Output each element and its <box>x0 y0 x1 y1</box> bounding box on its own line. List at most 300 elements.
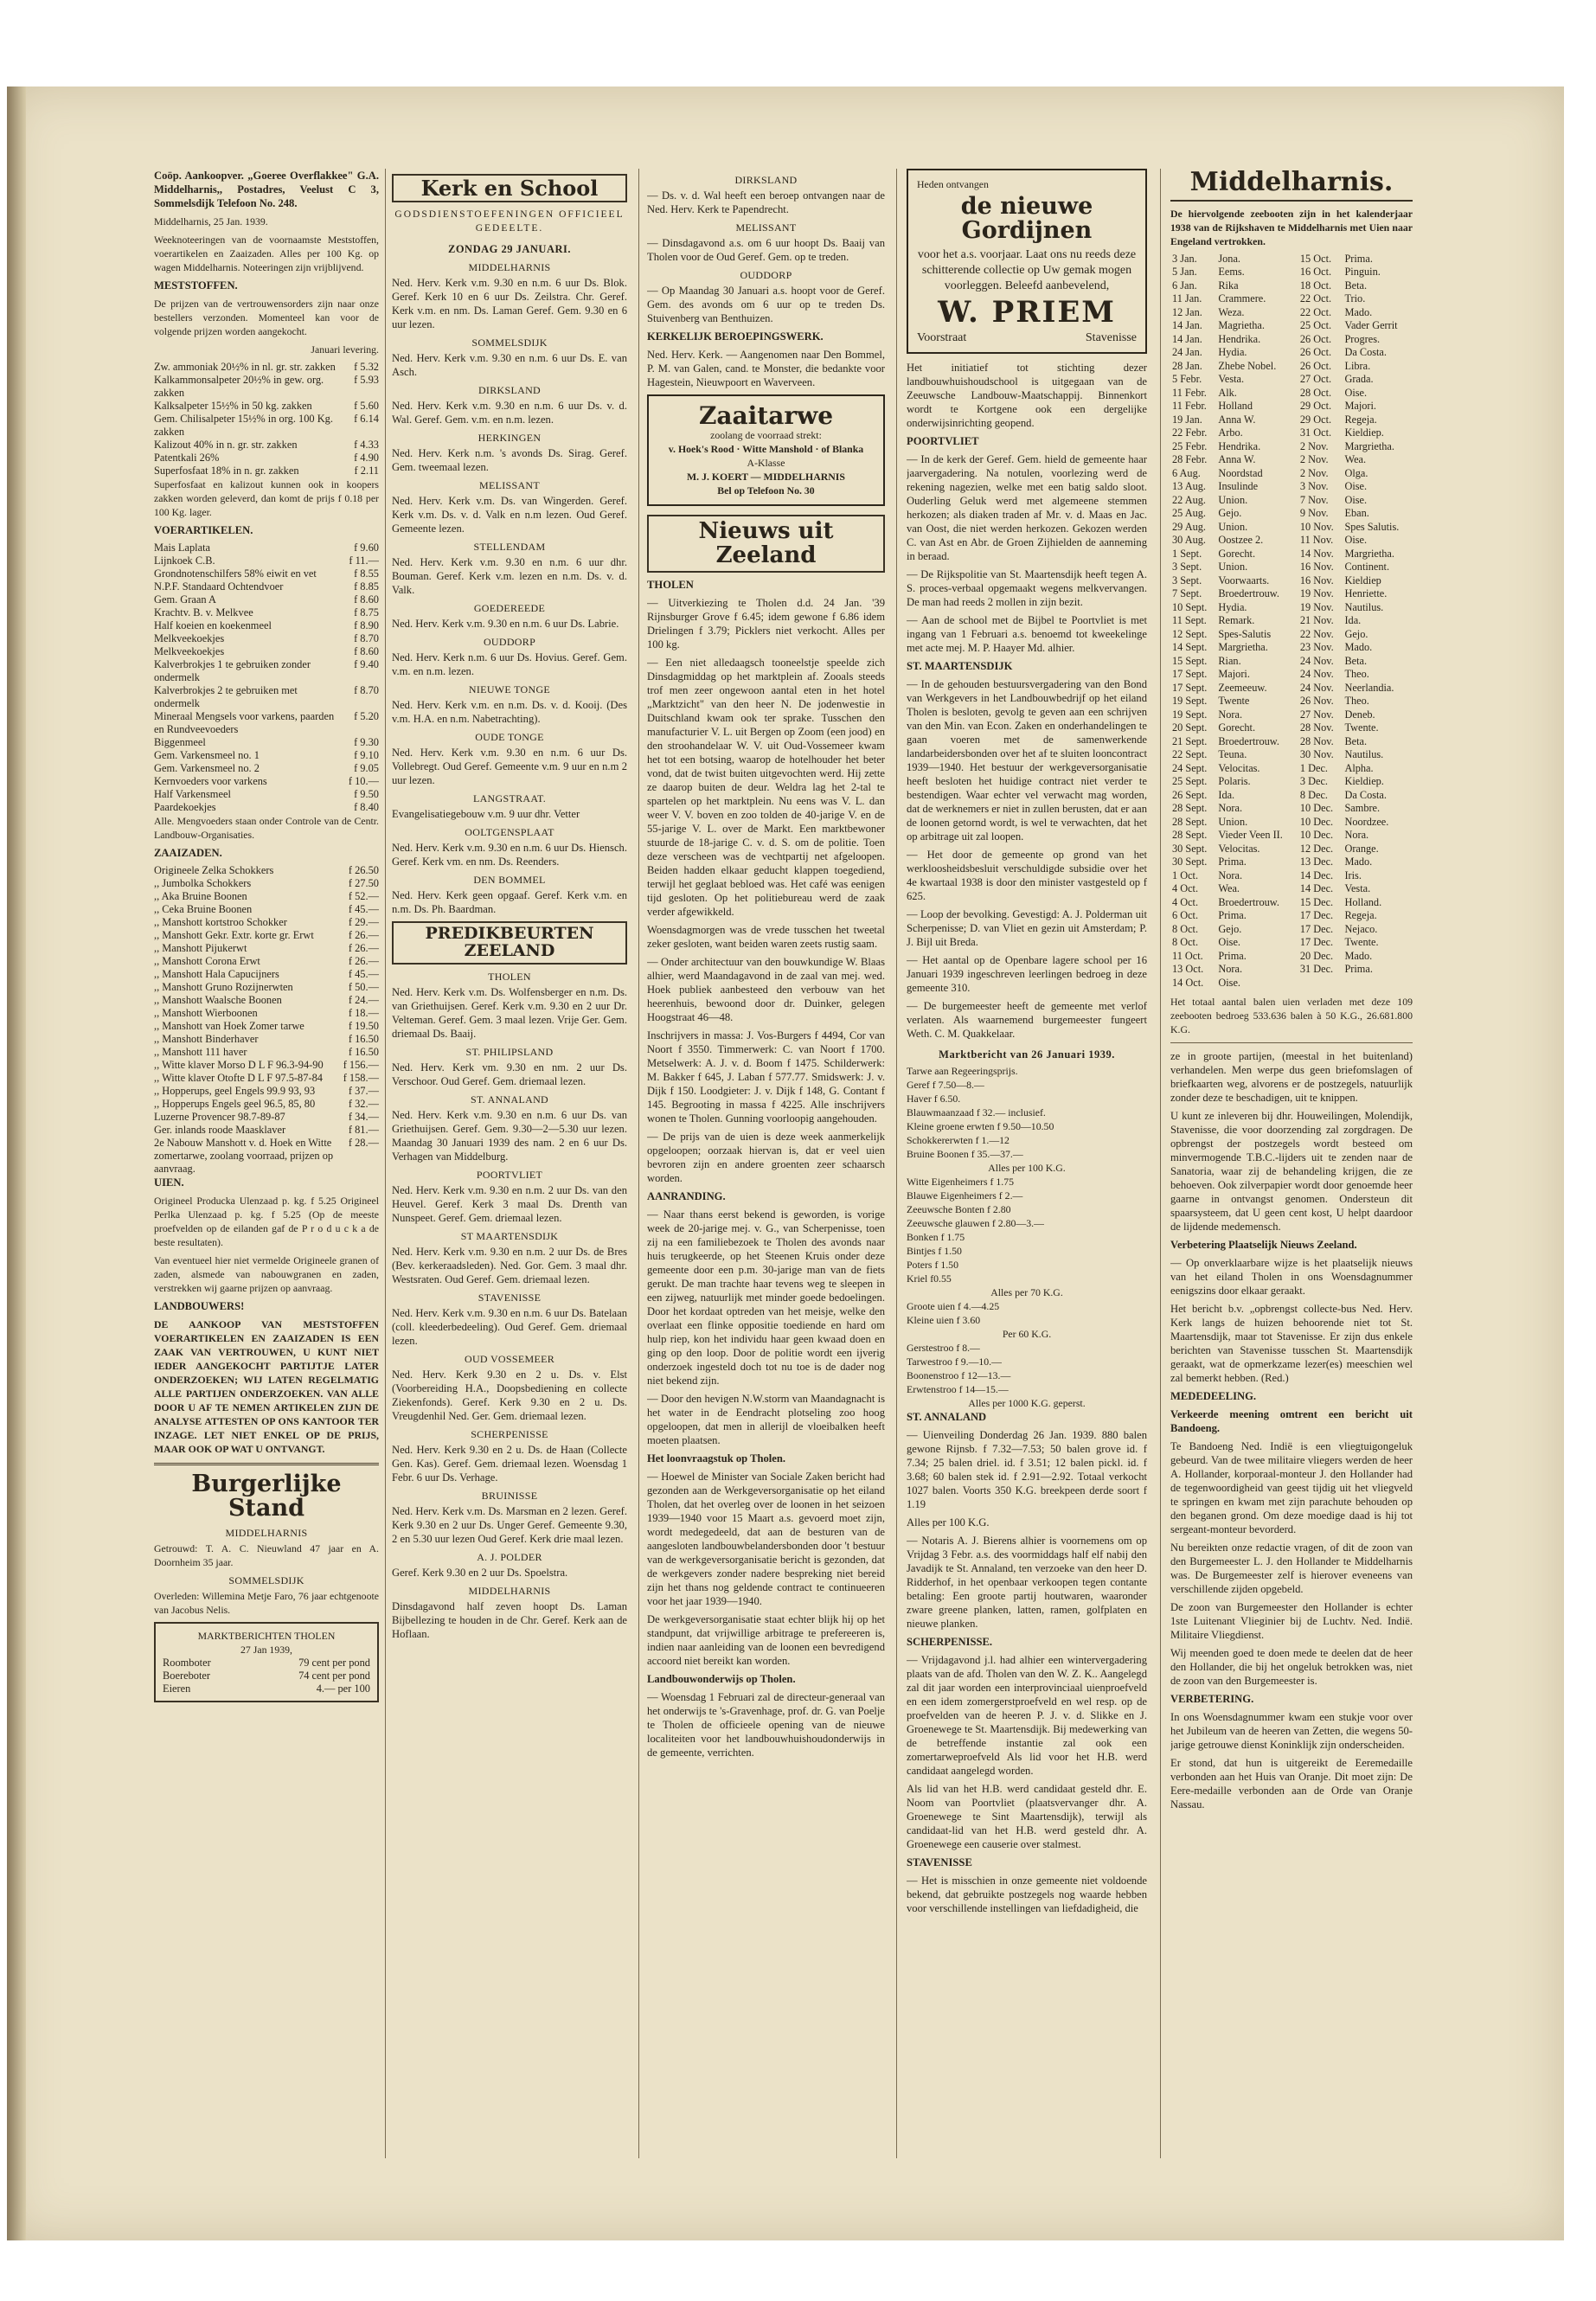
price-label: Mais Laplata <box>154 542 211 554</box>
ship-date: 8 Dec. <box>1299 788 1328 801</box>
ship-date: 27 Nov. <box>1299 708 1334 721</box>
article-text: Woensdagmorgen was de vrede tusschen het tweetal zeker gesloten, want beiden waren zeets rustig saam. <box>647 923 885 950</box>
market-line: Bintjes f 1.50 <box>907 1245 962 1258</box>
ship-name: Orange. <box>1344 842 1379 855</box>
church-place-text: Ned. Herv. Kerk v.m. 9.30 en n.m. 6 uur Ds. v. d. Wal. Geref. Gem. v.m. en n.m. lezen. <box>392 400 627 426</box>
ship-row <box>1170 896 1413 910</box>
column-rule <box>638 169 639 2158</box>
church-place-text: Ned. Herv. Kerk v.m. 9.30 en n.m. 6 uur Ds. Vollebregt. Oud Geref. Gemeente v.m. 9 uur en n.m 2 uur lezen. <box>392 747 627 787</box>
price-row <box>154 400 379 413</box>
article-heading: ST. MAARTENSDIJK <box>907 660 1013 673</box>
price-label: ,, Manshott 111 haver <box>154 1046 247 1058</box>
ship-date: 26 Sept. <box>1172 788 1208 801</box>
ship-date: 3 Sept. <box>1172 574 1202 586</box>
ship-row <box>1170 735 1413 749</box>
price-row <box>154 439 379 452</box>
price-label: Lijnkoek C.B. <box>154 554 215 567</box>
price-row <box>154 1046 379 1059</box>
price-row <box>154 1072 379 1085</box>
price-label: ,, Ceka Bruine Boonen <box>154 903 253 915</box>
ship-date: 11 Jan. <box>1172 292 1202 304</box>
divider <box>154 1463 379 1465</box>
church-place-name: DIRKSLAND <box>478 384 542 397</box>
price-label: Zw. ammoniak 20½% in nl. gr. str. zakken <box>154 361 336 373</box>
ship-name: Union. <box>1218 520 1248 533</box>
marktberichten-box <box>154 1622 379 1702</box>
ship-name: Union. <box>1218 815 1248 828</box>
church-place-text: Ned. Herv. Kerk v.m. 9.30 en n.m. 6 uur Ds. Hiensch. Geref. Kerk vm. en nm. Ds. Reenders. <box>392 842 627 868</box>
middelharnis-title: Middelharnis. <box>1170 169 1413 202</box>
price-label: ,, Manshott Waalsche Boonen <box>154 994 282 1006</box>
ship-date: 29 Oct. <box>1299 413 1332 426</box>
church-place-name: DEN BOMMEL <box>473 874 546 887</box>
ship-name: Zhebe Nobel. <box>1218 359 1277 372</box>
ship-row <box>1170 882 1413 896</box>
column-news <box>907 169 1147 2158</box>
ship-row <box>1170 507 1413 521</box>
market-line: Schokkererwten f 1.—12 <box>907 1134 1010 1147</box>
price-row <box>154 942 379 955</box>
ship-name: Noordzee. <box>1344 815 1389 828</box>
ad-title: de nieuwe Gordijnen <box>960 193 1093 245</box>
price-label: Gem. Chilisalpeter 15½% in org. 100 Kg. zakken <box>154 413 333 438</box>
price-value: f 158.— <box>343 1072 379 1084</box>
ship-name: Prima. <box>1218 856 1247 868</box>
price-value: f 8.70 <box>354 684 379 696</box>
ship-date: 17 Dec. <box>1299 936 1334 948</box>
article-heading: AANRANDING. <box>647 1189 726 1202</box>
church-place-text: Evangelisatiegebouw v.m. 9 uur dhr. Vetter <box>392 808 580 821</box>
church-place-text: Ned. Herv. Kerk 9.30 en 2 u. Ds. de Haan (Collecte Gen. Kas). Geref. Gem. driemaal lezen. Woensdag 1 Febr. 6 uur Ds. Verhage. <box>392 1444 627 1484</box>
ship-name: Oise. <box>1218 936 1240 948</box>
ship-name: Theo. <box>1344 695 1369 707</box>
price-value: f 2.11 <box>354 465 379 477</box>
church-place-name: STAVENISSE <box>478 1292 542 1304</box>
ship-name: Wea. <box>1218 882 1240 894</box>
market-line: Kriel f0.55 <box>907 1272 952 1285</box>
article-text: — Het is misschien in onze gemeente niet voldoende bekend, dat gebruikte postzegels nog waarde hebben voor verschillende instellingen van liefdadigheid, die <box>907 1875 1147 1915</box>
ship-row <box>1170 266 1413 279</box>
price-value: f 45.— <box>348 903 379 915</box>
ship-name: Eban. <box>1344 507 1369 519</box>
market-line: Tarwe aan Regeeringsprijs. <box>907 1065 1018 1078</box>
gordijnen-ad <box>907 169 1147 354</box>
ship-name: Nora. <box>1218 868 1243 881</box>
markt-title: MARKTBERICHTEN THOLEN <box>197 1629 336 1642</box>
news-articles <box>907 361 1147 1041</box>
burgerlijke-stand-title: Burgerlijke Stand <box>191 1471 342 1522</box>
price-row <box>154 903 379 916</box>
article-text: — De burgemeester heeft de gemeente met verlof verlaten. Als waarnemend burgemeester fungeert Weth. C. M. Quakkelaar. <box>907 1000 1147 1041</box>
price-row <box>163 1657 370 1670</box>
ship-name: Prima. <box>1344 963 1373 975</box>
article-text: — Woensdag 1 Februari zal de directeur-generaal van het onderwijs te 's-Gravenhage, prof. dr. G. van Poelje te Tholen de officieele opening van de nieuwe localiteiten voor het landbouwhuishoudonderwijs in de gemeente, verrichten. <box>647 1690 885 1759</box>
price-value: f 8.90 <box>354 619 379 631</box>
ship-date: 28 Febr. <box>1172 453 1208 465</box>
price-value: f 5.60 <box>354 400 379 412</box>
article-text: — Een niet alledaagsch tooneelstje speelde zich Dinsdagmiddag op het marktplein af. Zooals steeds trof men zeer ongewoon aantal eten in het hotel „Marktzicht" van den heer N. De jodenwestie in Duitschland kwam ook ter sprake. Tusschen den manufacturier V. L. uit Bergen op Zoom (een jood) en den stroohandelaar W. V. uit Oud-Vossemeer kwam het tot een botsing, waarop de hotelhouder het beter vond, dat de twist buiten uitgevochten werd. Hij zette ze daarop buiten de deur. Weldra lag het 2-tal te spartelen op het marktplein. Nu eens was V. L. dan weer V. V. boven en zoo tolden de 40-jarige V. en de 55-jarige V. L. over de Markt. Een marktbewoner stuurde de 18-jarige C. v. d. S. om de politie. Toen deze verscheen was de vechtpartij net afgeloopen. Beiden hadden elkaar geducht klappen toegediend, terwijl het geglaat bebloed was. Het café was eenigen tijd gesloten. Op het politiebureau werd de zaak verder afgewikkeld. <box>647 656 885 918</box>
column-rule <box>1160 169 1161 2158</box>
price-row <box>154 1111 379 1124</box>
price-value: f 5.32 <box>354 361 379 373</box>
price-label: Gem. Graan A <box>154 593 216 606</box>
article-text: — In de kerk der Geref. Gem. hield de gemeente haar jaarvergadering. Na notulen, voorlezing werd de rekening nagezien, welke met een batig saldo sloot. Ouderling Geluk werd met algemeene stemmen herkozen; als diaken traden af Mr. v. d. Maas en Jac. van Oost, die niet werden herkozen. Gekozen werden C. van Ast en Abr. de Groen Zijhielden de aanneming in beraad. <box>907 453 1147 563</box>
ship-date: 10 Nov. <box>1299 520 1334 533</box>
church-place-name: OUDE TONGE <box>475 731 544 744</box>
ship-date: 10 Dec. <box>1299 802 1334 814</box>
ship-date: 10 Dec. <box>1299 829 1334 841</box>
ship-date: 17 Sept. <box>1172 681 1208 694</box>
price-value: f 8.55 <box>354 567 379 580</box>
market-line: Alles per 1000 K.G. geperst. <box>968 1397 1086 1410</box>
ship-date: 19 Nov. <box>1299 600 1334 613</box>
price-label: Superfosfaat 18% in n. gr. zakken <box>154 465 299 477</box>
price-row <box>154 606 379 619</box>
article-heading: VERBETERING. <box>1170 1693 1254 1705</box>
price-label: Biggenmeel <box>154 736 206 748</box>
ship-name <box>1343 977 1413 990</box>
church-place-name: POORTVLIET <box>476 1169 543 1182</box>
price-value: f 11.— <box>349 554 379 567</box>
ship-date: 8 Oct. <box>1172 922 1199 935</box>
ship-row <box>1170 923 1413 937</box>
market-line: Kleine uien f 3.60 <box>907 1314 981 1327</box>
predikbeurten-title: PREDIKBEURTEN ZEELAND <box>392 921 627 965</box>
ship-date: 19 Sept. <box>1172 695 1208 707</box>
ship-name: Gejo. <box>1218 507 1242 519</box>
article-text: — In de gehouden bestuursvergadering van den Bond van Werkgevers in het Landbouwbedrijf op het eiland Tholen is besloten, gevolg te geven aan een schrijven van den Min. van Econ. Zaken en onderhandelingen te gaan voeren met de samenwerkende landarbeidersbonden over het af te sluiten looncontract 1939—1940. Het bestuur der werkgeversorganisatie heeft besloten het huidige contract niet verder te bestendigen. Waar echter vel verwacht mag worden, dat de werknemers er niet in zullen berusten, dat er aan de loonen getornd wordt, is wel te verwachten, dat het op arbitrage uit zal loopen. <box>907 678 1147 843</box>
ship-name: Continent. <box>1344 561 1390 573</box>
price-value: 74 cent per pond <box>298 1669 370 1682</box>
ship-date: 22 Nov. <box>1299 627 1334 640</box>
price-label: ,, Manshott Gruno Rozijnerwten <box>154 981 293 993</box>
price-value: f 28.— <box>348 1137 379 1149</box>
ship-name: Noordstad <box>1218 466 1263 479</box>
article-text: — Het aantal op de Openbare lagere school per 16 Januari 1939 ingeschreven leerlingen bedroeg in deze gemeente 310. <box>907 954 1147 995</box>
column-kerk <box>392 169 627 2158</box>
price-value: f 26.— <box>348 929 379 941</box>
ship-row <box>1170 950 1413 964</box>
ship-row <box>1170 802 1413 816</box>
ship-name: Twente <box>1218 695 1250 707</box>
melissant-title: MELISSANT <box>735 221 797 234</box>
ship-name: Spes Salutis. <box>1344 520 1400 533</box>
mest-intro: De prijzen van de vertrouwensorders zijn naar onze bestellers verzonden. Momenteel kan voor de volgende prijzen worden aangekocht. <box>154 298 379 337</box>
ship-date: 30 Aug. <box>1172 534 1206 546</box>
ship-date: 14 Dec. <box>1299 868 1334 881</box>
market-line: Zeeuwsche glauwen f 2.80—3.— <box>907 1217 1044 1230</box>
church-place-name: SCHERPENISSE <box>471 1428 548 1441</box>
ship-row <box>1170 346 1413 360</box>
ship-name: Velocitas. <box>1218 842 1260 855</box>
price-row <box>154 801 379 814</box>
church-place-name: HERKINGEN <box>478 432 542 445</box>
price-row <box>154 929 379 942</box>
ship-row <box>1170 843 1413 856</box>
church-place-name: OUD VOSSEMEER <box>464 1353 555 1366</box>
ship-date: 15 Oct. <box>1299 252 1332 265</box>
ship-name: Margrietha. <box>1344 547 1394 560</box>
price-value: 79 cent per pond <box>298 1656 370 1669</box>
ship-name: Anna W. <box>1218 413 1256 426</box>
market-line: Erwtenstroo f 14—15.— <box>907 1383 1009 1396</box>
church-place-name: NIEUWE TONGE <box>468 683 551 696</box>
price-label: ,, Manshott Gekr. Extr. korte gr. Erwt <box>154 929 314 941</box>
ship-row <box>1170 306 1413 320</box>
ship-date: 1 Sept. <box>1172 547 1202 560</box>
ship-name: Kieldiep. <box>1344 775 1384 787</box>
church-place-name: SOMMELSDIJK <box>471 336 548 349</box>
mest-title: MESTSTOFFEN. <box>154 279 238 292</box>
church-place-text: Ned. Herv. Kerk v.m. 9.30 en n.m. 6 uur dhr. Bouman. Geref. Kerk v.m. lezen en n.m. Ds. v. d. Valk. <box>392 556 627 597</box>
ship-row <box>1170 279 1413 293</box>
column-rule <box>896 169 897 2158</box>
uien-text2: Van eventueel hier niet vermelde Origineele granen of zaden, alsmede van nabouwgranen en zaden, verstrekken wij gaarne prijzen op aanvraag. <box>154 1254 379 1294</box>
ship-name: Nora. <box>1218 802 1243 814</box>
ship-name: Mado. <box>1344 949 1373 962</box>
price-value: f 9.30 <box>354 736 379 748</box>
church-place-name: OUDDORP <box>483 636 536 649</box>
ship-name: Majori. <box>1344 400 1376 412</box>
ship-name: Anna W. <box>1218 453 1256 465</box>
ship-date: 19 Sept. <box>1172 708 1208 721</box>
price-value: f 26.50 <box>348 864 379 876</box>
article-text: Inschrijvers in massa: J. Vos-Burgers f 4494, Cor van Noort f 3550. Timmerwerk: C. van Noort f 1700. Metselwerk: A. J. v. d. Boom f 1475. Schilderwerk: M. Bakker f 645, J. Laban f 577.77. Smidswerk: J. v. Dijk f 150. Loodgieter: J. v. Dijk f 148, G. Contant f 145. Begrooting in massa f 4225. Alle inschrijvers wonen te Tholen. Gunning voorloopig aangehouden. <box>647 1029 885 1125</box>
price-label: ,, Manshott Pijukerwt <box>154 942 247 954</box>
price-value: f 9.40 <box>354 658 379 670</box>
voer-title: VOERARTIKELEN. <box>154 524 253 536</box>
ship-name: Pinguin. <box>1344 266 1381 278</box>
ship-date: 3 Dec. <box>1299 775 1328 787</box>
landbouwers-heading: LANDBOUWERS! <box>154 1300 245 1312</box>
price-label: ,, Manshott Wierboonen <box>154 1007 258 1019</box>
article-heading: Verbetering Plaatselijk Nieuws Zeeland. <box>1170 1239 1357 1251</box>
ship-name: Twente. <box>1344 936 1379 948</box>
voer-price-table <box>154 542 379 814</box>
market-line: Witte Eigenheimers f 1.75 <box>907 1176 1015 1189</box>
nieuws-zeeland-title: Nieuws uit Zeeland <box>647 515 885 573</box>
market-line: Groote uien f 4.—4.25 <box>907 1300 1000 1313</box>
ship-name: Gejo. <box>1344 627 1368 640</box>
price-row <box>154 710 379 736</box>
mest-price-table <box>154 361 379 478</box>
ship-row <box>1170 789 1413 803</box>
ship-name: Spes-Salutis <box>1218 627 1272 640</box>
church-place-name: ST. PHILIPSLAND <box>465 1046 554 1059</box>
church-place-text: Ned. Herv. Kerk v.m. 9.30 en n.m. 6 uur Ds. E. van Asch. <box>392 352 627 379</box>
coop-intro: Weeknoteeringen van de voornaamste Meststoffen, voerartikelen en Zaaizaden. Alles per 100 Kg. op wagen Middelharnis. Noteeringen zijn vrijblijvend. <box>154 234 379 273</box>
ship-name: Deneb. <box>1344 708 1375 721</box>
article-heading: POORTVLIET <box>907 435 979 448</box>
ship-name: Holland. <box>1344 895 1382 908</box>
ship-date: 16 Nov. <box>1299 561 1334 573</box>
ship-name: Hendrika. <box>1218 332 1261 345</box>
ship-name: Beta. <box>1344 654 1368 667</box>
ship-row <box>1170 521 1413 535</box>
price-value: f 8.75 <box>354 606 379 619</box>
article-text: — Onder architectuur van den bouwkundige W. Blaas alhier, werd Maandagavond in de zaal van mej. wed. Hoek publiek aanbesteed den verbouw van het heerenhuis, bewoond door dr. Duinker, gelegen Hoogstraat 46—48. <box>647 955 885 1023</box>
kerkelijk-text: Ned. Herv. Kerk. — Aangenomen naar Den Bommel, P. M. van Galen, cand. te Monster, die bedankte voor Hagestein, Nieuwpoort en Waverveen. <box>647 349 885 388</box>
ship-date: 2 Nov. <box>1299 439 1329 452</box>
ship-name: Regeja. <box>1344 413 1377 426</box>
price-value: f 10.— <box>348 775 379 787</box>
ship-name: Insulinde <box>1218 480 1259 492</box>
ship-name: Iris. <box>1344 868 1362 881</box>
ship-name: Polaris. <box>1218 775 1251 787</box>
article-text: Het bericht b.v. „opbrengst collecte-bus Ned. Herv. Kerk langs de huizen behoorende niet tot St. Maartensdijk, maar tot Stavenisse. Er zijn dus enkele berichten van Stavenisse tusschen St. Maartensdijk geraakt, wat de opmerkzame lezer(es) meeschien wel zal bemerkt hebben. (Red.) <box>1170 1303 1413 1384</box>
ship-row <box>1170 936 1413 950</box>
price-label: Gem. Varkensmeel no. 1 <box>154 749 260 761</box>
price-label: 2e Nabouw Manshott v. d. Hoek en Witte zomertarwe, zoolang voorraad, prijzen op aanvraag. <box>154 1137 334 1175</box>
price-value: f 16.50 <box>348 1046 379 1058</box>
price-row <box>154 1137 379 1176</box>
ship-row <box>1170 909 1413 923</box>
ship-date: 28 Sept. <box>1172 829 1208 841</box>
article-text: Wij meenden goed te doen mede te deelen dat de heer den Hollander, die bij het ongeluk betrokken was, niet de zoon van den Burgemeester is. <box>1170 1647 1413 1687</box>
ship-name: Mado. <box>1344 856 1373 868</box>
zaaitarwe-class: A-Klasse <box>747 457 785 470</box>
ad-lead: Heden ontvangen <box>917 178 989 190</box>
price-value: f 9.10 <box>354 749 379 761</box>
mest-note: Superfosfaat en kalizout kunnen ook in koopers zakken worden geleverd, dan komt de prijs f 0.18 per 100 Kg. lager. <box>154 478 379 518</box>
ship-date: 9 Nov. <box>1299 507 1329 519</box>
church-place-text: Ned. Herv. Kerk v.m. 9.30 en n.m. 2 uur Ds. de Bres (Bev. kerkeraadsleden). Ned. Gor. Gem. 3 maal dhr. Westsraten. Oud Geref. Gem. driemaal lezen. <box>392 1246 627 1286</box>
ship-row <box>1170 561 1413 574</box>
ship-row <box>1170 360 1413 374</box>
price-row <box>154 361 379 374</box>
price-label: Eieren <box>163 1682 191 1695</box>
price-label: Krachtv. B. v. Melkvee <box>154 606 253 619</box>
price-value: f 8.60 <box>354 645 379 657</box>
church-place-text: Ned. Herv. Kerk vm. 9.30 en nm. 2 uur Ds. Verschoor. Oud Geref. Gem. driemaal lezen. <box>392 1061 627 1088</box>
ship-date: 21 Nov. <box>1299 614 1334 626</box>
price-value: f 156.— <box>343 1059 379 1071</box>
price-label: Roomboter <box>163 1656 211 1669</box>
ship-name: Regeja. <box>1344 909 1377 921</box>
ship-name: Voorwaarts. <box>1218 574 1270 586</box>
zeeland-articles <box>647 578 885 1759</box>
church-place-name: THOLEN <box>488 971 531 984</box>
price-label: Kernvoeders voor varkens <box>154 775 267 787</box>
price-row <box>154 864 379 877</box>
ship-row <box>1170 373 1413 387</box>
market-line: Tarwestroo f 9.—10.— <box>907 1356 1002 1368</box>
article-heading: MEDEDEELING. <box>1170 1390 1257 1402</box>
ship-date: 7 Sept. <box>1172 587 1202 599</box>
church-place-name: OOLTGENSPLAAT <box>465 826 554 839</box>
ship-date: 24 Nov. <box>1299 668 1334 680</box>
ship-name: Nora. <box>1344 829 1369 841</box>
market-line: Geref f 7.50—8.— <box>907 1079 984 1092</box>
market-line: Blauwmaanzaad f 32.— inclusief. <box>907 1106 1046 1119</box>
ship-name: Alk. <box>1218 386 1237 399</box>
article-text: De werkgeversorganisatie staat echter blijk hij op het standpunt, dat vrijwillige arbitrage te prefereeren is, indien naar aanleiding van de loonen een bevredigend accoord niet bereikt kan worden. <box>647 1612 885 1667</box>
ship-name: Twente. <box>1344 721 1379 734</box>
ship-date: 6 Jan. <box>1172 279 1197 292</box>
price-label: Kalverbrokjes 2 te gebruiken met ondermelk <box>154 684 298 709</box>
ship-name: Oise. <box>1344 534 1368 546</box>
ship-row <box>1170 574 1413 588</box>
price-value: f 34.— <box>348 1111 379 1123</box>
article-text: ze in groote partijen, (meestal in het buitenland) verhandelen. Men werpe dus geen briefomslagen of briefkaarten weg, alvorens er de postzegels, natuurlijk zonder deze te beschadigen, uit te knippen. <box>1170 1050 1413 1104</box>
article-text: — Hoewel de Minister van Sociale Zaken bericht had gezonden aan de Werkgeversorganisatie op het eiland Tholen, dat het overleg over de loonen in het seizoen 1939—1940 voor 15 Maart a.s. gevoerd moet zijn, wordt medegedeeld, dat aan de besturen van de aangesloten landbouwbelandersbonden door 't bestuur van de werkgeversorganisatie bericht is gezonden, dat de werkgevers zonder nadere bespreking niet bereid zijn het thans nog geldende contract te continueeren voor het jaar 1939—1940. <box>647 1470 885 1607</box>
ship-date: 10 Dec. <box>1299 815 1334 828</box>
church-place-text: Ned. Herv. Kerk v.m. 9.30 en n.m. 2 uur Ds. van den Heuvel. Geref. Kerk 3 maal Ds. Drenth van Nunspeet. Geref. Gem. driemaal lezen. <box>392 1184 627 1225</box>
ship-date: 14 Oct. <box>1172 976 1204 989</box>
zaaitarwe-tel: Bel op Telefoon No. 30 <box>717 484 815 497</box>
price-value: f 81.— <box>348 1124 379 1136</box>
ship-name: Olga. <box>1344 466 1368 479</box>
middelharnis-articles <box>1170 1049 1413 1811</box>
price-label: ,, Manshott Hala Capucijners <box>154 968 279 980</box>
ship-date: 6 Oct. <box>1172 909 1199 921</box>
ship-row <box>1170 628 1413 642</box>
ship-name: Kieldiep. <box>1344 426 1384 439</box>
ships-total: Het totaal aantal balen uien verladen met deze 109 zeebooten bedroeg 533.636 balen à 50 K.G., 26.681.800 K.G. <box>1170 996 1413 1035</box>
ship-date: 28 Oct. <box>1299 386 1332 399</box>
ship-date: 5 Febr. <box>1172 373 1202 385</box>
ship-row <box>1170 641 1413 655</box>
ship-date: 15 Sept. <box>1172 654 1208 667</box>
ship-row <box>1170 762 1413 776</box>
ship-name: Teuna. <box>1218 748 1247 760</box>
price-row <box>154 567 379 580</box>
ship-name: Nautilus. <box>1344 748 1384 760</box>
ad-address-town: Stavenisse <box>1085 331 1137 345</box>
price-row <box>154 890 379 903</box>
ship-name: Remark. <box>1218 614 1255 626</box>
ship-date: 31 Oct. <box>1299 426 1332 439</box>
ship-date: 14 Jan. <box>1172 319 1202 331</box>
ship-name: Grada. <box>1344 373 1374 385</box>
ship-name: Gorecht. <box>1218 721 1256 734</box>
price-value: f 4.90 <box>354 452 379 464</box>
ship-date: 14 Sept. <box>1172 641 1208 653</box>
ship-name: Eems. <box>1218 266 1245 278</box>
ship-date: 20 Dec. <box>1299 949 1334 962</box>
ship-name: Vader Gerrit <box>1344 319 1398 331</box>
ship-row <box>1170 333 1413 347</box>
price-row <box>163 1670 370 1682</box>
ship-name: Vesta. <box>1344 882 1371 894</box>
church-place-text: Ned. Herv. Kerk v.m. 9.30 en n.m. 6 uur Ds. Blok. Geref. Kerk 10 en 6 uur Ds. Zeilstra. Chr. Geref. Kerk v.m. en nm. Ds. Laman Geref. Gem. 9.30 en 6 uur lezen. <box>392 277 627 331</box>
church-place-text: Ned. Herv. Kerk v.m. en n.m. Ds. v. d. Kooij. (Des v.m. H.A. en n.m. Nabetrachting). <box>392 699 627 726</box>
divider <box>1170 1042 1413 1043</box>
kerkelijk-title: KERKELIJK BEROEPINGSWERK. <box>647 330 824 343</box>
church-place-name: ST. ANNALAND <box>470 1093 549 1106</box>
ship-date: 22 Febr. <box>1172 426 1208 439</box>
church-place-name: BRUINISSE <box>481 1490 538 1503</box>
ship-row <box>1170 400 1413 413</box>
news-articles-2 <box>907 1410 1147 1915</box>
price-row <box>154 1098 379 1111</box>
price-value: f 29.— <box>348 916 379 928</box>
price-label: ,, Hopperups Engels geel 96.5, 85, 80 <box>154 1098 316 1110</box>
price-row <box>154 684 379 710</box>
ship-date: 22 Sept. <box>1172 748 1208 760</box>
marktbericht-lines <box>907 1064 1147 1410</box>
ship-date: 28 Jan. <box>1172 359 1202 372</box>
church-place-text: Ned. Herv. Kerk 9.30 en 2 u. Ds. v. Elst (Voorbereiding H.A., Doopsbediening en collecte Ziekenfonds). Geref. Kerk 9.30 en 2 u. Ds. Vreugdenhil Ned. Ger. Gem. driemaal lezen. <box>392 1368 627 1423</box>
ship-date: 13 Aug. <box>1172 480 1206 492</box>
ship-date: 14 Dec. <box>1299 882 1334 894</box>
ship-date: 25 Aug. <box>1172 507 1206 519</box>
article-text: — Loop der bevolking. Gevestigd: A. J. Polderman uit Scherpenisse; D. van Vliet en gezin uit Amsterdam; P. J. Bijl uit Breda. <box>907 908 1147 949</box>
ship-row <box>1170 963 1413 977</box>
price-label: Mineraal Mengsels voor varkens, paarden en Rundveevoeders <box>154 710 335 735</box>
ship-name: Nautilus. <box>1344 600 1384 613</box>
ship-name: Rika <box>1218 279 1239 292</box>
